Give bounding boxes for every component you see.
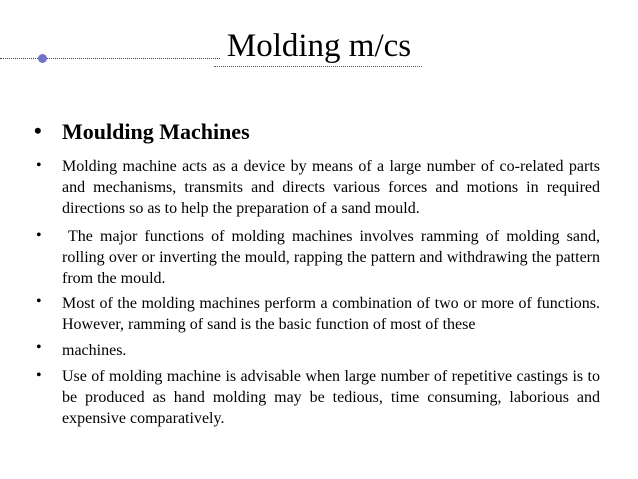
bullet-text: Most of the molding machines perform a combination of two or more of functions. However, ramming of sand is the basic function of most of these <box>62 295 600 333</box>
bullet-text: machines. <box>62 342 127 359</box>
bullet-text: The major functions of molding machines involves ramming of molding sand, rolling over or inverting the mould, rapping the pattern and withdrawing the pattern from the mould. <box>62 228 600 287</box>
bullet-marker: • <box>36 227 42 244</box>
bullet-marker: • <box>36 367 42 384</box>
heading-bullet: • <box>34 118 42 143</box>
bullet-marker: • <box>36 339 42 356</box>
bullet-marker: • <box>36 293 42 310</box>
title-underline <box>214 66 422 67</box>
section-heading: Moulding Machines <box>62 119 250 144</box>
bullet-text: Molding machine acts as a device by means of a large number of co-related parts and mechanisms, transmits and directs various forces and motions in required directions so as to help the preparation of a sand mould. <box>62 158 600 217</box>
bullet-marker: • <box>36 157 42 174</box>
slide-title: Molding m/cs <box>226 28 412 64</box>
bullet-text: Use of molding machine is advisable when large number of repetitive castings is to be produced as hand molding may be tedious, time consuming, laborious and expensive comparatively. <box>62 368 600 427</box>
